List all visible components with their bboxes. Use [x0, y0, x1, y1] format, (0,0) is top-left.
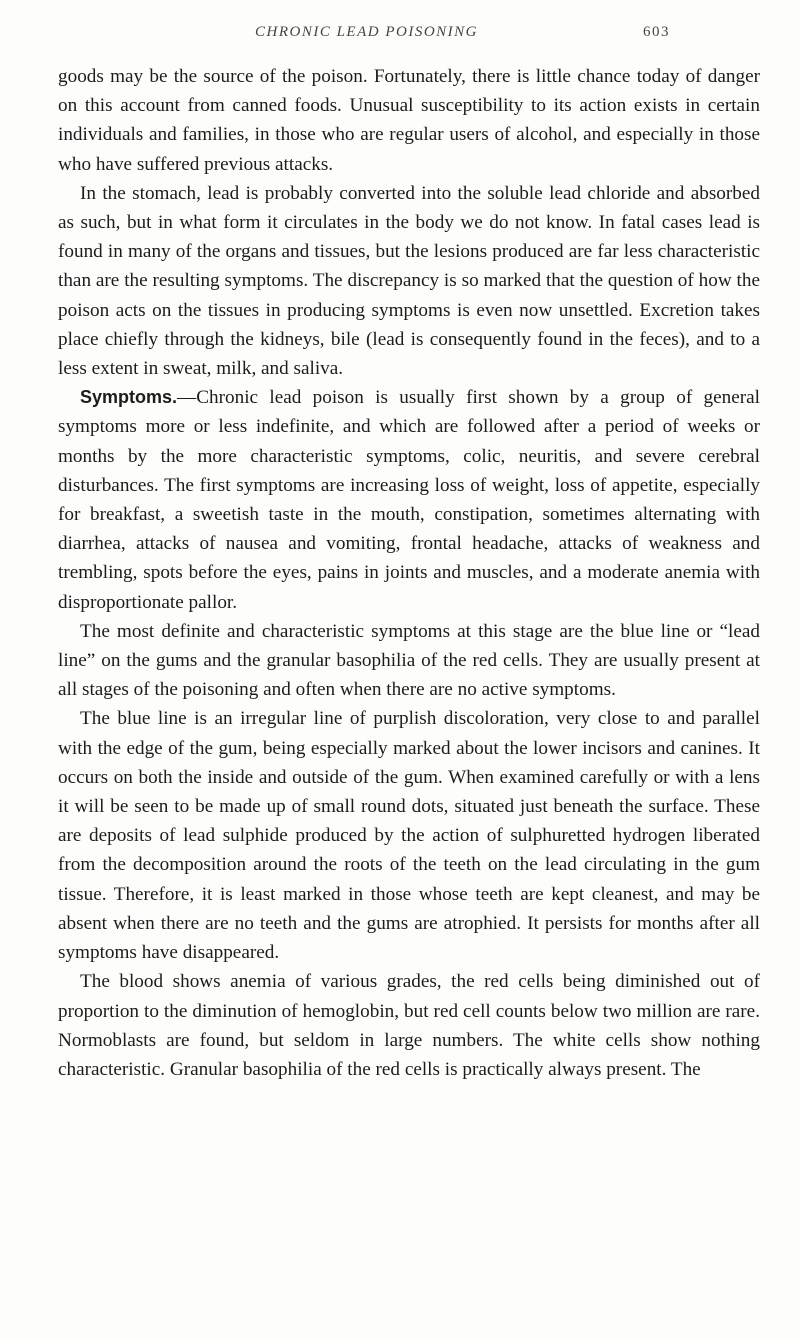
running-title: CHRONIC LEAD POISONING	[255, 24, 478, 40]
paragraph-symptoms-text: —Chronic lead poison is usually first shown by a group of general symptoms more or less indefinite, and which are followed after a period of weeks or months by the more characteristic symptoms, colic, neuritis, and severe cerebral disturbances. The first symptoms are increasing loss of weight, loss of appetite, especially for breakfast, a sweetish taste in the mouth, constipation, sometimes alternating with diarrhea, attacks of nausea and vomiting, frontal headache, attacks of weakness and trembling, spots before the eyes, pains in joints and muscles, and a moderate anemia with disproportionate pallor.	[58, 387, 760, 613]
paragraph-blue-line: The blue line is an irregular line of purplish discoloration, very close to and parallel with the edge of the gum, being especially marked about the lower incisors and canines. It occurs on both the inside and outside of the gum. When examined carefully or with a lens it will be seen to be made up of small round dots, situated just beneath the surface. These are deposits of lead sulphide produced by the action of sulphuretted hydrogen liberated from the decomposition around the roots of the teeth on the lead circulating in the gum tissue. Therefore, it is least marked in those whose teeth are kept cleanest, and may be absent when there are no teeth and the gums are atrophied. It persists for months after all symptoms have disappeared.	[58, 708, 760, 964]
paragraph-lead-line: The most definite and characteristic symptoms at this stage are the blue line or “lead line” on the gums and the granular basophilia of the red cells. They are usually present at all stages of the poisoning and often when there are no active symptoms.	[58, 620, 760, 701]
section-heading: Symptoms.	[80, 387, 178, 408]
body-text	[58, 62, 760, 1084]
paragraph-blood: The blood shows anemia of various grades, the red cells being diminished out of proportion to the diminution of hemoglobin, but red cell counts below two million are rare. Normoblasts are found, but seldom in large numbers. The white cells show nothing characteristic. Granular basophilia of the red cells is practically always present. The	[58, 971, 760, 1080]
paragraph-absorption: In the stomach, lead is probably converted into the soluble lead chloride and absorbed as such, but in what form it circulates in the body we do not know. In fatal cases lead is found in many of the organs and tissues, but the lesions produced are far less characteristic than are the resulting symptoms. The discrepancy is so marked that the question of how the poison acts on the tissues in producing symptoms is even now unsettled. Excretion takes place chiefly through the kidneys, bile (lead is consequently found in the feces), and to a less extent in sweat, milk, and saliva.	[58, 182, 760, 380]
running-header	[255, 24, 670, 46]
paragraph-continuation: goods may be the source of the poison. Fortunately, there is little chance today of danger on this account from canned foods. Unusual susceptibility to its action exists in certain individuals and families, in those who are regular users of alcohol, and especially in those who have suffered previous attacks.	[58, 66, 760, 175]
paragraph-symptoms	[58, 383, 760, 617]
page-number: 603	[643, 24, 670, 40]
